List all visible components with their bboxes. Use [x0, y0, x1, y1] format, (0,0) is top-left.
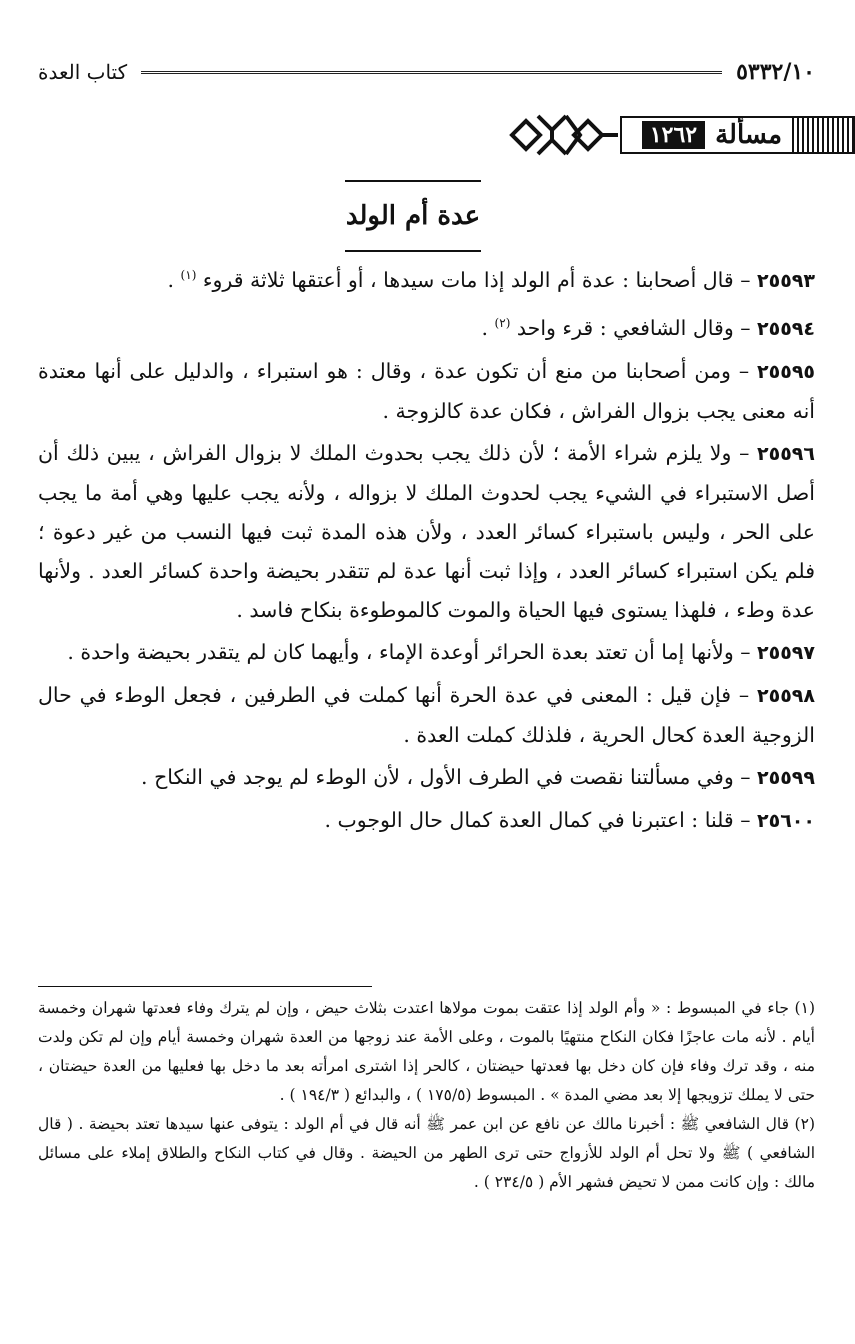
paragraph [38, 304, 815, 349]
footnote-rule [38, 986, 372, 987]
masala-label: مسألة [715, 120, 782, 150]
paragraph-number: ٢٥٥٩٧ [757, 641, 815, 664]
page-number: ٥٣٣٢/١٠ [736, 59, 815, 85]
book-title: كتاب العدة [38, 60, 128, 84]
paragraph-text: – قال أصحابنا : عدة أم الولد إذا مات سيدها ، أو أعتقها ثلاثة قروء [196, 267, 758, 292]
masala-number: ١٢٦٢ [642, 121, 705, 149]
paragraph-text: – ولأنها إما أن تعتد بعدة الحرائر أوعدة الإماء ، وأيهما كان لم يتقدر بحيضة واحدة . [67, 639, 758, 664]
stripes-decoration [792, 118, 854, 152]
footnote: (٢) قال الشافعي ﷺ : أخبرنا مالك عن نافع عن ابن عمر ﷺ أنه قال في أم الولد : يتوفى عنها سيدها تعتد بحيضة . ( قال الشافعي ) ﷺ ولا تحل أم الولد للأزواج حتى ترى الطهر من الحيضة . وقال في كتاب النكاح والطلاق إملاء على مسائل مالك : وإن كانت ممن لا تحيض فشهر الأم ( ٢٣٤/٥ ) . [38, 1115, 815, 1191]
paragraph-tail: . [167, 267, 181, 292]
paragraph [38, 352, 815, 431]
footnote-ref[interactable]: (١) [180, 268, 197, 282]
paragraph-text: – قلنا : اعتبرنا في كمال العدة كمال حال الوجوب . [324, 807, 758, 832]
paragraph-text: – ومن أصحابنا من منع أن تكون عدة ، وقال : هو استبراء ، والدليل على أنها معتدة أنه معنى يجب بزوال الفراش ، فكان عدة كالزوجة . [38, 358, 815, 423]
header-rule [141, 71, 722, 74]
paragraph-text: – وقال الشافعي : قرء واحد [510, 315, 758, 340]
main-text [38, 256, 815, 844]
footnotes [38, 994, 815, 1197]
paragraph [38, 633, 815, 673]
paragraph-number: ٢٥٥٩٣ [757, 269, 815, 292]
masala-box [620, 116, 855, 154]
paragraph [38, 434, 815, 630]
paragraph-text: – فإن قيل : المعنى في عدة الحرة أنها كملت في الطرفين ، فجعل الوطء في حال الزوجية العدة كحال الحرية ، فلذلك كملت العدة . [38, 682, 815, 747]
paragraph-text: – ولا يلزم شراء الأمة ؛ لأن ذلك يجب بحدوث الملك لا بزوال الفراش ، يبين ذلك أن أصل الاستبراء في الشيء يجب لحدوث الملك لا بزواله ، ولأنه يجب عليها وهي أمة ما يجب على الحر ، وليس باستبراء كسائر العدد ، ولأن هذه المدة ثبت فيها النسب من غير دعوة ؛ فلم يكن استبراء كسائر العدد ، وإذا ثبت أنها عدة لم تتقدر بحيضة واحدة كسائر العدد . ولأنها عدة وطء ، فلهذا يستوى فيها الحياة والموت كالموطوءة بنكاح فاسد . [38, 440, 815, 622]
masala-banner [508, 108, 855, 162]
paragraph-text: – وفي مسألتنا نقصت في الطرف الأول ، لأن الوطء لم يوجد في النكاح . [141, 764, 758, 789]
paragraph [38, 676, 815, 755]
paragraph-number: ٢٥٥٩٦ [757, 442, 815, 465]
ornament-icon [508, 108, 620, 162]
paragraph-number: ٢٥٥٩٩ [757, 766, 815, 789]
paragraph [38, 801, 815, 841]
footnote-ref[interactable]: (٢) [494, 315, 511, 330]
paragraph [38, 256, 815, 301]
chapter-title: عدة أم الولد [345, 180, 481, 252]
paragraph-tail: . [481, 315, 495, 340]
paragraph-number: ٢٥٦٠٠ [757, 809, 815, 832]
paragraph-number: ٢٥٥٩٥ [757, 360, 816, 383]
paragraph [38, 758, 815, 798]
footnote: (١) جاء في المبسوط : « وأم الولد إذا عتقت بموت مولاها اعتدت بثلاث حيض ، وإن لم يترك وفاء فعدتها شهران وخمسة أيام . لأنه مات عاجزًا فكان النكاح منتهيًا بالموت ، وعلى الأمة عند زوجها من العدة شهران وخمسة أيام وإن لم تكن ولدت منه ، وقد ترك وفاء فإن كان دخل بها فعدتها حيضتان ، كالحر إذا اشترى امرأته بعد ما دخل بها فعليها من العدة حيضتان ، حتى لا يملك تزويجها إلا بعد مضي المدة » . المبسوط (١٧٥/٥ ) ، والبدائع ( ١٩٤/٣ ) . [38, 999, 815, 1104]
running-header [38, 52, 815, 92]
paragraph-number: ٢٥٥٩٤ [757, 317, 815, 340]
paragraph-number: ٢٥٥٩٨ [757, 684, 815, 707]
